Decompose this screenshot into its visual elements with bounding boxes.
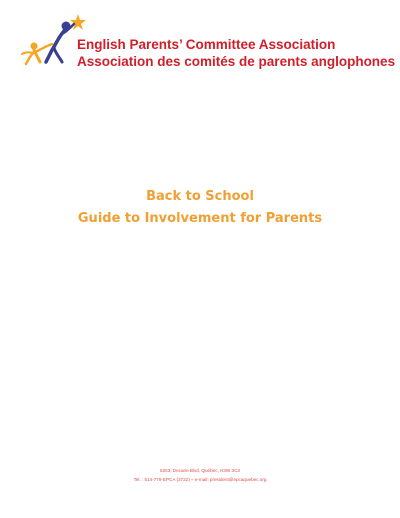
footer-address: 5253, Decarie Blvd, Québec, H3W 3C3 <box>160 468 240 473</box>
document-footer <box>0 466 400 484</box>
document-title <box>0 186 400 230</box>
org-name-english: English Parents’ Committee Association <box>77 37 336 52</box>
document-header <box>20 8 396 69</box>
title-line-1: Back to School <box>146 189 254 204</box>
footer-contact: Tel. : 514-778-EPCA (3722) – e-mail: president@epcaquebec.org <box>133 477 267 482</box>
org-name-french: Association des comités de parents anglophones <box>77 54 396 69</box>
title-line-2: Guide to Involvement for Parents <box>77 211 323 226</box>
organization-names <box>77 36 397 70</box>
